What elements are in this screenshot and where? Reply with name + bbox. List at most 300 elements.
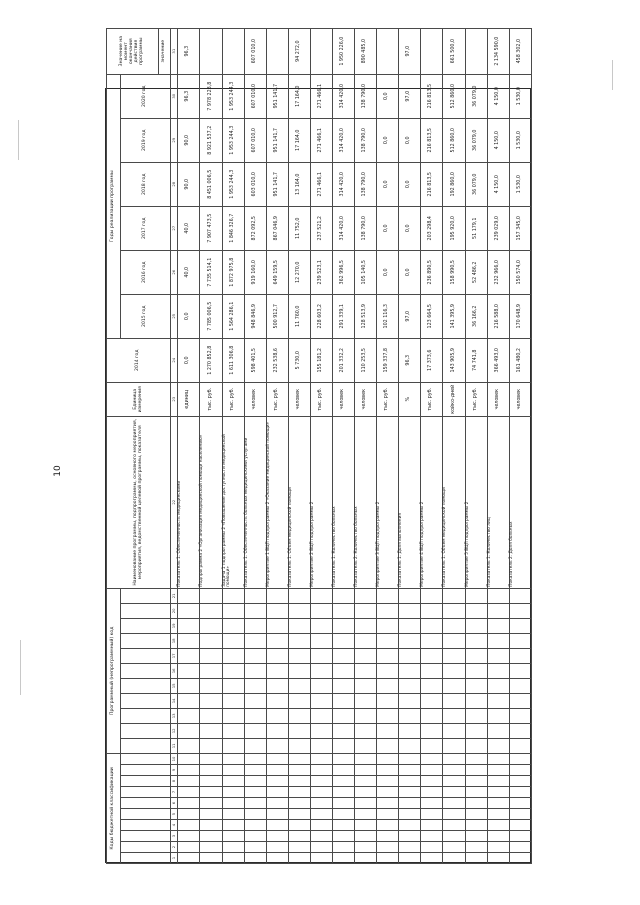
- column-number: 22: [171, 416, 178, 588]
- header-year: 2017 год: [121, 206, 171, 250]
- code-digit-cell: [509, 853, 531, 864]
- code-digit-cell: [332, 738, 354, 753]
- code-digit-cell: [178, 765, 200, 776]
- row-name-cell: Показатель 2. Доля больных: [509, 416, 531, 588]
- column-number: 16: [171, 663, 178, 678]
- code-digit-cell: [465, 842, 487, 853]
- code-digit-cell: [266, 820, 288, 831]
- column-number: 4: [171, 820, 178, 831]
- code-digit-cell: [487, 663, 509, 678]
- code-digit-cell: [266, 842, 288, 853]
- code-digit-cell: [509, 809, 531, 820]
- code-digit-cell: [310, 809, 332, 820]
- code-digit-cell: [377, 633, 399, 648]
- column-number: 2: [171, 842, 178, 853]
- code-digit-cell: [200, 618, 222, 633]
- row-value-cell: [421, 28, 443, 74]
- code-digit-cell: [421, 633, 443, 648]
- code-digit-cell: [266, 633, 288, 648]
- row-value-cell: 201 332,2: [332, 338, 354, 382]
- code-digit-cell: [178, 809, 200, 820]
- table-row: [399, 28, 421, 863]
- code-digit-cell: [178, 787, 200, 798]
- code-digit-cell: [200, 765, 222, 776]
- code-digit-cell: [222, 809, 244, 820]
- code-digit-cell: [200, 831, 222, 842]
- code-digit-cell: [288, 809, 310, 820]
- code-digit-cell: [244, 787, 266, 798]
- code-digit-cell: [399, 831, 421, 842]
- code-digit-cell: [200, 603, 222, 618]
- row-value-cell: 649 159,5: [266, 250, 288, 294]
- code-digit-cell: [310, 798, 332, 809]
- code-digit-cell: [178, 753, 200, 764]
- row-value-cell: 232 538,6: [266, 338, 288, 382]
- row-value-cell: 271 466,1: [310, 118, 332, 162]
- row-value-cell: 607 010,0: [244, 118, 266, 162]
- code-digit-cell: [355, 820, 377, 831]
- code-digit-cell: [377, 648, 399, 663]
- code-digit-cell: [178, 603, 200, 618]
- code-digit-cell: [200, 753, 222, 764]
- code-digit-cell: [465, 776, 487, 787]
- code-digit-cell: [377, 798, 399, 809]
- column-number: 20: [171, 603, 178, 618]
- code-digit-cell: [355, 723, 377, 738]
- row-value-cell: 0,0: [377, 118, 399, 162]
- code-digit-cell: [399, 798, 421, 809]
- row-unit-cell: человек: [288, 382, 310, 416]
- row-value-cell: 1 953 244,3: [222, 118, 244, 162]
- code-digit-cell: [377, 663, 399, 678]
- code-digit-cell: [332, 708, 354, 723]
- code-digit-cell: [332, 809, 354, 820]
- code-digit-cell: [332, 693, 354, 708]
- rotated-table-container: [106, 35, 532, 864]
- code-digit-cell: [178, 776, 200, 787]
- row-unit-cell: тыс. руб.: [222, 382, 244, 416]
- code-digit-cell: [332, 842, 354, 853]
- column-number: 27: [171, 206, 178, 250]
- code-digit-cell: [332, 776, 354, 787]
- code-digit-cell: [487, 842, 509, 853]
- row-value-cell: 314 420,0: [332, 162, 354, 206]
- row-value-cell: 195 920,0: [443, 206, 465, 250]
- row-unit-cell: тыс. руб.: [421, 382, 443, 416]
- code-digit-cell: [288, 708, 310, 723]
- code-digit-cell: [310, 842, 332, 853]
- code-digit-cell: [288, 776, 310, 787]
- code-digit-cell: [288, 787, 310, 798]
- row-value-cell: 0,0: [399, 250, 421, 294]
- code-digit-cell: [421, 809, 443, 820]
- row-value-cell: 4 150,0: [487, 74, 509, 118]
- column-number: 8: [171, 776, 178, 787]
- row-value-cell: 919 160,0: [244, 250, 266, 294]
- code-digit-cell: [355, 603, 377, 618]
- row-value-cell: 890 485,0: [355, 28, 377, 74]
- row-value-cell: 157 345,0: [509, 206, 531, 250]
- code-digit-cell: [509, 765, 531, 776]
- code-digit-cell: [355, 663, 377, 678]
- code-digit-cell: [288, 723, 310, 738]
- code-digit-cell: [487, 603, 509, 618]
- code-digit-cell: [465, 693, 487, 708]
- code-digit-cell: [288, 648, 310, 663]
- column-number: 18: [171, 633, 178, 648]
- row-value-cell: 11 760,0: [288, 294, 310, 338]
- code-digit-cell: [443, 753, 465, 764]
- row-value-cell: 1 564 286,1: [222, 294, 244, 338]
- code-digit-cell: [288, 798, 310, 809]
- column-number: 15: [171, 678, 178, 693]
- code-digit-cell: [222, 678, 244, 693]
- row-value-cell: 1 953 244,3: [222, 162, 244, 206]
- header-bc-col: [121, 765, 171, 776]
- code-digit-cell: [377, 831, 399, 842]
- code-digit-cell: [288, 738, 310, 753]
- row-value-cell: 17 373,6: [421, 338, 443, 382]
- table-row: [332, 28, 354, 863]
- code-digit-cell: [377, 738, 399, 753]
- code-digit-cell: [465, 723, 487, 738]
- row-value-cell: 158 990,5: [443, 250, 465, 294]
- table-row: [377, 28, 399, 863]
- code-digit-cell: [421, 678, 443, 693]
- row-value-cell: 8 921 537,2: [200, 118, 222, 162]
- code-digit-cell: [222, 842, 244, 853]
- row-value-cell: 0,0: [399, 118, 421, 162]
- row-value-cell: 1 953 244,3: [222, 74, 244, 118]
- row-value-cell: 143 905,9: [443, 338, 465, 382]
- row-value-cell: [200, 28, 222, 74]
- code-digit-cell: [487, 820, 509, 831]
- code-digit-cell: [487, 693, 509, 708]
- row-value-cell: 0,0: [399, 162, 421, 206]
- row-value-cell: 90,0: [178, 118, 200, 162]
- row-name-cell: Мероприятие 4 ВЦП подпрограммы 2: [421, 416, 443, 588]
- scan-mark-right: [612, 60, 613, 90]
- header-year: 2020 год: [121, 74, 171, 118]
- code-digit-cell: [332, 648, 354, 663]
- code-digit-cell: [443, 820, 465, 831]
- code-digit-cell: [443, 693, 465, 708]
- row-value-cell: 138 790,0: [355, 206, 377, 250]
- header-program-col: [121, 723, 171, 738]
- row-value-cell: 36 079,0: [465, 74, 487, 118]
- code-digit-cell: [332, 678, 354, 693]
- code-digit-cell: [178, 588, 200, 603]
- code-digit-cell: [399, 678, 421, 693]
- code-digit-cell: [244, 618, 266, 633]
- code-digit-cell: [421, 842, 443, 853]
- code-digit-cell: [200, 787, 222, 798]
- row-value-cell: 228 603,2: [310, 294, 332, 338]
- code-digit-cell: [377, 787, 399, 798]
- row-value-cell: 239 523,1: [310, 250, 332, 294]
- code-digit-cell: [244, 633, 266, 648]
- code-digit-cell: [332, 787, 354, 798]
- row-value-cell: [266, 28, 288, 74]
- header-bc-col: [121, 776, 171, 787]
- code-digit-cell: [421, 588, 443, 603]
- row-value-cell: 11 752,0: [288, 206, 310, 250]
- code-digit-cell: [421, 820, 443, 831]
- row-value-cell: [310, 28, 332, 74]
- code-digit-cell: [465, 618, 487, 633]
- row-value-cell: 138 790,0: [355, 74, 377, 118]
- row-value-cell: 102 116,3: [377, 294, 399, 338]
- code-digit-cell: [399, 723, 421, 738]
- row-value-cell: 1 530,0: [509, 74, 531, 118]
- row-value-cell: 5 730,0: [288, 338, 310, 382]
- code-digit-cell: [509, 723, 531, 738]
- code-digit-cell: [487, 588, 509, 603]
- row-value-cell: 216 813,5: [421, 74, 443, 118]
- code-digit-cell: [355, 738, 377, 753]
- header-final: Значение на момент окончания действия программы: [107, 28, 159, 74]
- row-value-cell: 362 996,5: [332, 250, 354, 294]
- code-digit-cell: [244, 765, 266, 776]
- column-number-row: [171, 28, 178, 863]
- row-value-cell: 1 872 975,8: [222, 250, 244, 294]
- code-digit-cell: [355, 809, 377, 820]
- code-digit-cell: [355, 787, 377, 798]
- row-value-cell: 1 846 326,7: [222, 206, 244, 250]
- row-unit-cell: тыс. руб.: [377, 382, 399, 416]
- scan-mark-left: [20, 640, 21, 695]
- code-digit-cell: [200, 723, 222, 738]
- row-value-cell: 74 741,8: [465, 338, 487, 382]
- row-name-cell: Подпрограмма 2 «Организация медицинской помощи населению»: [200, 416, 222, 588]
- row-unit-cell: %: [399, 382, 421, 416]
- code-digit-cell: [288, 820, 310, 831]
- code-digit-cell: [244, 853, 266, 864]
- code-digit-cell: [222, 633, 244, 648]
- code-digit-cell: [288, 853, 310, 864]
- code-digit-cell: [443, 723, 465, 738]
- row-value-cell: 138 790,0: [355, 162, 377, 206]
- code-digit-cell: [399, 738, 421, 753]
- row-value-cell: 0,0: [377, 250, 399, 294]
- page-number: 10: [53, 465, 63, 477]
- code-digit-cell: [487, 853, 509, 864]
- code-digit-cell: [465, 738, 487, 753]
- code-digit-cell: [465, 588, 487, 603]
- row-value-cell: 36 079,0: [465, 118, 487, 162]
- header-program-col: [121, 588, 171, 603]
- column-number: 25: [171, 294, 178, 338]
- code-digit-cell: [222, 648, 244, 663]
- code-digit-cell: [332, 723, 354, 738]
- program-indicators-table: [106, 28, 532, 864]
- code-digit-cell: [443, 842, 465, 853]
- header-program-col: [121, 618, 171, 633]
- row-unit-cell: тыс. руб.: [465, 382, 487, 416]
- row-value-cell: 458 302,0: [509, 28, 531, 74]
- code-digit-cell: [421, 708, 443, 723]
- table-row: [244, 28, 266, 863]
- code-digit-cell: [266, 776, 288, 787]
- code-digit-cell: [310, 693, 332, 708]
- header-bc-col: [121, 831, 171, 842]
- code-digit-cell: [310, 853, 332, 864]
- row-name-cell: Мероприятие 3 ВЦП подпрограммы 2: [377, 416, 399, 588]
- row-value-cell: 314 420,0: [332, 74, 354, 118]
- header-program-col: [121, 633, 171, 648]
- code-digit-cell: [222, 787, 244, 798]
- row-value-cell: 872 092,5: [244, 206, 266, 250]
- code-digit-cell: [355, 765, 377, 776]
- code-digit-cell: [399, 809, 421, 820]
- header-bc-col: [121, 798, 171, 809]
- code-digit-cell: [443, 708, 465, 723]
- code-digit-cell: [332, 820, 354, 831]
- row-value-cell: 239 029,0: [487, 206, 509, 250]
- code-digit-cell: [509, 738, 531, 753]
- row-value-cell: 7 907 473,5: [200, 206, 222, 250]
- row-value-cell: 512 860,0: [443, 118, 465, 162]
- header-year: 2015 год: [121, 294, 171, 338]
- row-value-cell: 603 010,0: [244, 162, 266, 206]
- code-digit-cell: [222, 753, 244, 764]
- code-digit-cell: [399, 648, 421, 663]
- code-digit-cell: [310, 708, 332, 723]
- code-digit-cell: [377, 723, 399, 738]
- row-value-cell: 90,0: [178, 162, 200, 206]
- code-digit-cell: [443, 603, 465, 618]
- code-digit-cell: [487, 708, 509, 723]
- code-digit-cell: [178, 678, 200, 693]
- code-digit-cell: [399, 603, 421, 618]
- code-digit-cell: [465, 798, 487, 809]
- code-digit-cell: [310, 663, 332, 678]
- code-digit-cell: [178, 723, 200, 738]
- header-bc-col: [121, 809, 171, 820]
- row-value-cell: 105 140,5: [355, 250, 377, 294]
- header-final-value: значение: [159, 28, 171, 74]
- code-digit-cell: [421, 618, 443, 633]
- program-table-frame: [105, 35, 531, 863]
- code-digit-cell: [509, 603, 531, 618]
- code-digit-cell: [377, 588, 399, 603]
- table-row: [266, 28, 288, 863]
- code-digit-cell: [178, 633, 200, 648]
- code-digit-cell: [266, 663, 288, 678]
- code-digit-cell: [377, 853, 399, 864]
- row-value-cell: 96,3: [399, 338, 421, 382]
- code-digit-cell: [244, 663, 266, 678]
- code-digit-cell: [200, 663, 222, 678]
- code-digit-cell: [443, 809, 465, 820]
- row-value-cell: 4 150,0: [487, 162, 509, 206]
- row-value-cell: 314 420,0: [332, 118, 354, 162]
- row-value-cell: 161 480,2: [509, 338, 531, 382]
- code-digit-cell: [509, 693, 531, 708]
- column-number: 13: [171, 708, 178, 723]
- row-value-cell: 598 401,5: [244, 338, 266, 382]
- row-value-cell: 216 813,5: [421, 162, 443, 206]
- code-digit-cell: [266, 831, 288, 842]
- code-digit-cell: [509, 588, 531, 603]
- code-digit-cell: [178, 831, 200, 842]
- code-digit-cell: [443, 648, 465, 663]
- row-value-cell: 40,0: [178, 206, 200, 250]
- header-program-col: [121, 708, 171, 723]
- code-digit-cell: [487, 678, 509, 693]
- row-name-cell: Показатель 1. Количество лиц: [487, 416, 509, 588]
- row-value-cell: 237 521,2: [310, 206, 332, 250]
- code-digit-cell: [200, 738, 222, 753]
- code-digit-cell: [266, 765, 288, 776]
- row-value-cell: 203 298,4: [421, 206, 443, 250]
- code-digit-cell: [487, 787, 509, 798]
- column-number: 7: [171, 787, 178, 798]
- row-value-cell: 40,0: [178, 250, 200, 294]
- code-digit-cell: [355, 618, 377, 633]
- code-digit-cell: [178, 738, 200, 753]
- code-digit-cell: [421, 648, 443, 663]
- header-program-col: [121, 693, 171, 708]
- row-value-cell: 159 337,8: [377, 338, 399, 382]
- code-digit-cell: [244, 588, 266, 603]
- header-year: 2016 год: [121, 250, 171, 294]
- row-value-cell: 216 588,0: [487, 294, 509, 338]
- code-digit-cell: [332, 753, 354, 764]
- row-value-cell: 52 486,2: [465, 250, 487, 294]
- code-digit-cell: [421, 765, 443, 776]
- row-value-cell: 1 270 852,8: [200, 338, 222, 382]
- header-name: Наименование программы, подпрограммы, основного мероприятия, мероприятия, ведомственной целевой программы, показателя: [107, 416, 171, 588]
- row-value-cell: 216 813,5: [421, 118, 443, 162]
- code-digit-cell: [421, 853, 443, 864]
- header-program-col: [121, 663, 171, 678]
- code-digit-cell: [465, 708, 487, 723]
- row-name-cell: Показатель 1. Обеспеченность медицинскими: [178, 416, 200, 588]
- row-value-cell: 661 500,0: [443, 28, 465, 74]
- code-digit-cell: [509, 787, 531, 798]
- row-value-cell: 155 181,2: [310, 338, 332, 382]
- row-value-cell: 271 466,1: [310, 162, 332, 206]
- code-digit-cell: [310, 588, 332, 603]
- code-digit-cell: [487, 809, 509, 820]
- table-row: [288, 28, 310, 863]
- code-digit-cell: [465, 663, 487, 678]
- row-unit-cell: человек: [487, 382, 509, 416]
- column-number: 11: [171, 738, 178, 753]
- code-digit-cell: [399, 708, 421, 723]
- code-digit-cell: [244, 603, 266, 618]
- code-digit-cell: [443, 678, 465, 693]
- code-digit-cell: [266, 809, 288, 820]
- header-program-col: [121, 738, 171, 753]
- code-digit-cell: [200, 842, 222, 853]
- header-program-col: [121, 603, 171, 618]
- code-digit-cell: [509, 798, 531, 809]
- code-digit-cell: [355, 693, 377, 708]
- code-digit-cell: [465, 809, 487, 820]
- code-digit-cell: [377, 820, 399, 831]
- header-bc-col: [121, 842, 171, 853]
- row-value-cell: 12 270,0: [288, 250, 310, 294]
- header-row-groups: [107, 28, 121, 863]
- row-name-cell: Показатель 1. Объем медицинской помощи: [288, 416, 310, 588]
- row-value-cell: 236 890,5: [421, 250, 443, 294]
- row-value-cell: 1 950 226,0: [332, 28, 354, 74]
- code-digit-cell: [288, 603, 310, 618]
- code-digit-cell: [244, 820, 266, 831]
- code-digit-cell: [443, 738, 465, 753]
